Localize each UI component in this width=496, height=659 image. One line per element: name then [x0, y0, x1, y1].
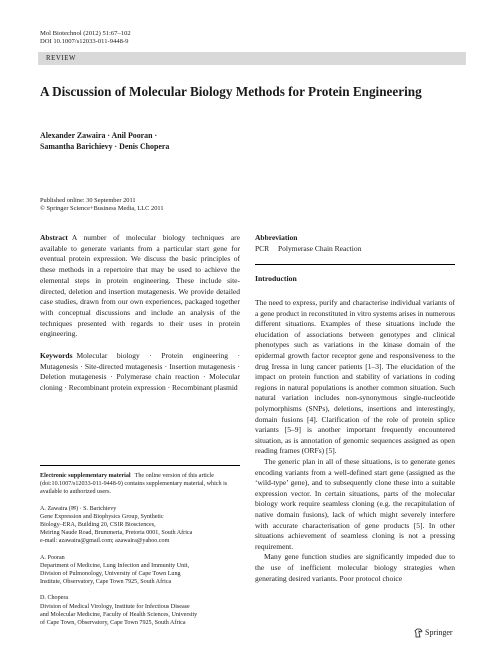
paragraph: Many gene function studies are significantly impeded due to the use of inefficient molecular biology strategies when generating desired variants. Poor protocol choice: [255, 552, 455, 583]
supplementary-material-note: [40, 472, 240, 497]
affiliation-2: [40, 554, 240, 587]
right-column: [255, 233, 455, 584]
publisher-name: Springer: [425, 628, 453, 637]
section-label-band: [38, 52, 466, 65]
abbreviation-definition: Polymerase Chain Reaction: [278, 243, 362, 253]
publisher-logo: [414, 628, 453, 638]
paragraph: The generic plan in all of these situations, is to generate genes encoding variants from a well-defined start gene (assigned as the ‘wild-type’ gene), and to subsequently clone these into a suitable expression vector. In certain situations, parts of the molecular biology work require seamless cloning (e.g. the recapitulation of native domain fusions), lack of which might severely interfere with accurate characterisation of gene products [5]. In other situations achievement of seamless cloning is not a pressing requirement.: [255, 457, 455, 551]
affiliation-3: [40, 594, 240, 627]
abstract-text: A number of molecular biology techniques are available to generate variants from a particular start gene for eventual protein expression. We discuss the basic principles of these methods in a repertoire that may be used to achieve the elemental steps in protein engineering. These include site-directed, deletion and insertion mutagenesis. We provide detailed case studies, drawn from our own experiences, packaged together with conceptual discussions and include an analysis of the techniques presented with regards to their uses in protein engineering.: [40, 233, 240, 339]
abbreviation-entry: [255, 244, 455, 255]
affiliation-1: [40, 505, 240, 546]
affiliation-line: A. Zawaira (✉) · S. Barichievy: [40, 505, 117, 512]
esm-doi-link[interactable]: 10.1007/s12033-011-9448-9: [51, 481, 121, 488]
journal-header: [40, 30, 131, 47]
affiliation-line: and Molecular Medicine, Faculty of Health Sciences, University: [40, 611, 198, 618]
introduction-heading: Introduction: [255, 274, 297, 284]
affiliation-line: A. Pooran: [40, 554, 65, 561]
esm-text-before: The online version of this article (doi:: [40, 473, 214, 488]
paragraph: The need to express, purify and characterise individual variants of a gene product in reconstituted in vitro systems arises in numerous different situations. Examples of these situations include the elucidation of associations between genotypes and clinical phenotypes such as variations in the kinase domain of the epidermal growth factor receptor gene and responsiveness to the drug Iressa in lung cancer patients [1–3]. The elucidation of the impact on protein function and stability of variations in coding regions in natural populations is another common situation. Such natural variation includes non-synonymous single-nucleotide polymorphisms (SNPs), deletions, insertions and interestingly, domain fusions [4]. Clarification of the role of protein splice variants [5–9] is another important frequently encountered situation, as is annotation of genomic sequences assigned as open reading frames (ORFs) [5].: [255, 298, 455, 456]
affiliation-line: Division of Medical Virology, Institute for Infectious Disease: [40, 603, 190, 610]
affiliation-line: Biology–ERA, Building 20, CSIR Biosciences,: [40, 522, 156, 529]
affiliation-line: Department of Medicine, Lung Infection and Immunity Unit,: [40, 562, 190, 569]
affiliation-line: Division of Pulmonology, University of Cape Town Lung: [40, 571, 181, 578]
affiliation-line: of Cape Town, Observatory, Cape Town 7925, South Africa: [40, 620, 186, 627]
affiliation-line: Gene Expression and Biophysics Group, Synthetic: [40, 513, 164, 520]
affiliation-line: D. Chopera: [40, 595, 69, 602]
keywords-text: Molecular biology · Protein engineering · Mutagenesis · Site-directed mutagenesis · Insertion mutagenesis · Deletion mutagenesis · Polymerase chain reaction · Molecular cloning · Recombinant protein expression · Recombinant plasmid: [40, 351, 240, 393]
abstract-label: Abstract: [40, 233, 68, 242]
abbreviation-term: PCR: [255, 243, 270, 253]
affiliation-email[interactable]: e-mail: azawaira@gmail.com; azawaira@yahoo.com: [40, 538, 170, 545]
springer-horse-icon: [414, 628, 423, 638]
journal-doi: DOI 10.1007/s12033-011-9448-9: [40, 38, 129, 46]
divider: [255, 264, 455, 265]
section-label: REVIEW: [46, 55, 77, 62]
footnotes: [40, 465, 240, 635]
abstract: [40, 233, 240, 340]
author-line-1: Alexander Zawaira · Anil Pooran ·: [40, 131, 158, 140]
abbreviation-heading: Abbreviation: [255, 233, 298, 242]
affiliation-line: Meiring Naude Road, Brummeria, Pretoria 0001, South Africa: [40, 530, 193, 537]
journal-citation: Mol Biotechnol (2012) 51:67–102: [40, 30, 131, 37]
keywords-label: Keywords: [40, 351, 73, 361]
author-list: [40, 131, 400, 152]
author-line-2: Samantha Barichievy · Denis Chopera: [40, 141, 170, 151]
esm-label: Electronic supplementary material: [40, 473, 131, 479]
keywords: [40, 351, 240, 394]
left-column: [40, 233, 240, 394]
publication-info: [40, 197, 164, 214]
copyright-notice: © Springer Science+Business Media, LLC 2011: [40, 205, 164, 213]
introduction-body: [255, 298, 455, 584]
esm-text-after: ) contains supplementary material, which is available to authorized users.: [40, 481, 228, 496]
published-online-date: Published online: 30 September 2011: [40, 197, 136, 204]
article-title: A Discussion of Molecular Biology Methods for Protein Engineering: [40, 84, 422, 99]
affiliation-line: Institute, Observatory, Cape Town 7925, South Africa: [40, 579, 172, 586]
